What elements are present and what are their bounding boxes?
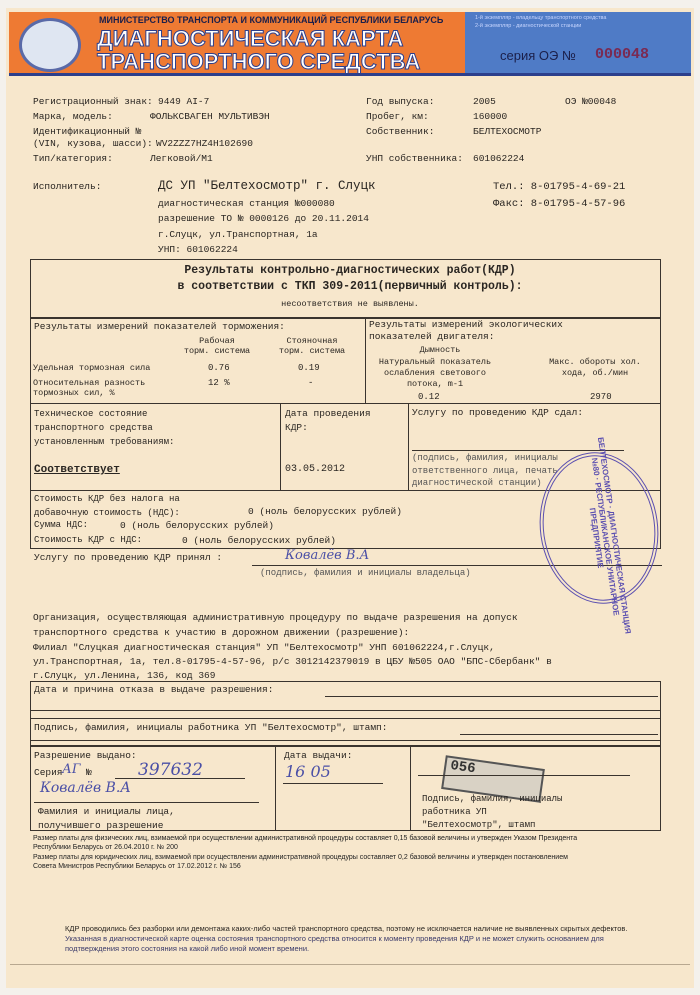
copy-note-1: 1-й экземпляр - владельцу транспортного средства bbox=[475, 15, 607, 21]
recipient-signature: Ковалёв В.А bbox=[40, 780, 131, 796]
cost-label: Стоимость КДР без налога на добавочную стоимость (НДС): bbox=[34, 494, 180, 518]
permit-series-value: АГ bbox=[62, 762, 81, 777]
eco-title: Результаты измерений экологических bbox=[369, 319, 563, 330]
series-label: серия ОЭ № bbox=[500, 48, 576, 63]
type-label: Тип/категория: bbox=[33, 153, 113, 164]
executor-station: диагностическая станция №000080 bbox=[158, 198, 335, 209]
results-note: несоответствия не выявлены. bbox=[281, 299, 419, 309]
refusal-label: Дата и причина отказа в выдаче разрешения: bbox=[34, 684, 274, 695]
issue-date-label: Дата выдачи: bbox=[284, 750, 353, 761]
braking-row-difference: Относительная разность тормозных сил, % bbox=[33, 378, 146, 398]
worker-sign-caption: Подпись, фамилия, инициалы работника УП "Белтехосмотр", штамп bbox=[422, 794, 563, 830]
reg-value: 9449 AI-7 bbox=[158, 96, 210, 107]
worker-stamp: 056 bbox=[441, 755, 545, 803]
total-value: 0 (ноль белорусских рублей) bbox=[182, 535, 336, 546]
year-value: 2005 bbox=[473, 96, 496, 107]
braking-parking-value: 0.19 bbox=[298, 363, 320, 373]
footnote-individuals: Размер платы для физических лиц, взимаемой при осуществлении административной процедуры составляет 0,15 базовой величины и утвержден Указом Президента Республики Беларусь от 26.04.2010 г. № 200 bbox=[33, 835, 578, 851]
header-banner bbox=[9, 12, 465, 76]
permit-series-label: Серия bbox=[34, 767, 63, 778]
reg-label: Регистрационный знак: bbox=[33, 96, 153, 107]
mileage-label: Пробег, км: bbox=[366, 111, 429, 122]
accepted-label: Услугу по проведению КДР принял : bbox=[34, 552, 223, 563]
owner-unp-label: УНП собственника: bbox=[366, 153, 463, 164]
eco-opacity-value: 0.12 bbox=[418, 392, 440, 402]
vin-label: Идентификационный № bbox=[33, 126, 142, 137]
copy-note-2: 2-й экземпляр - диагностической станции bbox=[475, 23, 582, 29]
org-line-5: г.Слуцк, ул.Ленина, 136, код 369 bbox=[33, 670, 216, 681]
braking-row-specific-force: Удельная тормозная сила bbox=[33, 363, 151, 373]
emblem-logo bbox=[19, 18, 81, 72]
vat-label: Сумма НДС: bbox=[34, 520, 89, 530]
braking-service-value: 0.76 bbox=[208, 363, 230, 373]
owner-label: Собственник: bbox=[366, 126, 435, 137]
series-number: 000048 bbox=[595, 46, 650, 63]
vat-value: 0 (ноль белорусских рублей) bbox=[120, 520, 274, 531]
state-value: Соответствует bbox=[34, 464, 120, 476]
issue-date-value: 16 05 bbox=[285, 762, 331, 781]
results-title: Результаты контрольно-диагностических работ(КДР) bbox=[184, 264, 516, 277]
executor-phone: Тел.: 8-01795-4-69-21 bbox=[493, 181, 626, 193]
accepted-caption: (подпись, фамилия и инициалы владельца) bbox=[260, 568, 471, 578]
executor-name: ДС УП "Белтехосмотр" г. Слуцк bbox=[158, 179, 376, 193]
braking-difference-value: 12 % bbox=[208, 378, 230, 388]
refusal-sign-label: Подпись, фамилия, инициалы работника УП "Белтехосмотр", штамп: bbox=[34, 722, 388, 733]
permit-number-value: 397632 bbox=[138, 760, 203, 780]
kdr-date-label: Дата проведения КДР: bbox=[285, 408, 371, 433]
make-label: Марка, модель: bbox=[33, 111, 113, 122]
type-value: Легковой/M1 bbox=[150, 153, 213, 164]
braking-col-service: Рабочая торм. система bbox=[183, 336, 251, 356]
state-label: Техническое состояние транспортного средства установленным требованиям: bbox=[34, 409, 175, 447]
title-line-2: ТРАНСПОРТНОГО СРЕДСТВА bbox=[97, 49, 421, 74]
oe-number: ОЭ №00048 bbox=[565, 96, 617, 107]
executor-permit: разрешение ТО № 0000126 до 20.11.2014 bbox=[158, 213, 369, 224]
permit-number-label: № bbox=[86, 767, 92, 778]
owner-signature: Ковалёв В.А bbox=[285, 548, 370, 563]
braking-difference-parking: - bbox=[308, 378, 314, 388]
series-panel bbox=[465, 12, 691, 76]
braking-col-parking: Стояночная торм. система bbox=[278, 336, 346, 356]
permit-issued-label: Разрешение выдано: bbox=[34, 750, 137, 761]
eco-rpm-value: 2970 bbox=[590, 392, 612, 402]
braking-title: Результаты измерений показателей торможения: bbox=[34, 321, 285, 332]
vin-value: WV2ZZZ7HZ4H102690 bbox=[156, 138, 253, 149]
executor-label: Исполнитель: bbox=[33, 181, 102, 192]
eco-title-2: показателей двигателя: bbox=[369, 331, 495, 342]
org-line-3: Филиал "Слуцкая диагностическая станция" УП "Белтехосмотр" УНП 601062224,г.Слуцк, bbox=[33, 642, 495, 653]
results-subtitle: в соответствии с ТКП 309-2011(первичный контроль): bbox=[177, 280, 523, 293]
owner-unp-value: 601062224 bbox=[473, 153, 525, 164]
eco-smoke-label: Дымность bbox=[419, 345, 461, 355]
executor-address: г.Слуцк, ул.Транспортная, 1а bbox=[158, 229, 318, 240]
eco-col-opacity: Натуральный показатель ослабления светового потока, m-1 bbox=[378, 357, 492, 389]
total-label: Стоимость КДР с НДС: bbox=[34, 535, 143, 545]
disclaimer: КДР проводились без разборки или демонтажа каких-либо частей транспортного средства, поэтому не исключается наличие не выявленных скрытых дефектов. Указанная в диагностической карте оценка состояния транспортного средства относится к моменту проведения КДР и не может служить основанием для подтверждения этого состояния на какой либо иной момент времени. bbox=[65, 924, 628, 953]
handed-over-label: Услугу по проведению КДР сдал: bbox=[412, 407, 584, 418]
recipient-caption: Фамилия и инициалы лица, получившего разрешение bbox=[38, 806, 175, 831]
org-line-4: ул.Транспортная, 1а, тел.8-01795-4-57-96, р/с 3012142379019 в ЦБУ №505 ОАО "БПС-Сбербанк" в bbox=[33, 656, 552, 667]
year-label: Год выпуска: bbox=[366, 96, 435, 107]
mileage-value: 160000 bbox=[473, 111, 508, 122]
kdr-date-value: 03.05.2012 bbox=[285, 464, 346, 475]
footnote-legal-entities: Размер платы для юридических лиц, взимаемой при осуществлении административной процедуры составляет 0,2 базовой величины и утвержден постановлением Совета Министров Республики Беларусь от 17.02.2012 г. № 156 bbox=[33, 854, 568, 870]
org-line-1: Организация, осуществляющая административную процедуру по выдаче разрешения на допуск bbox=[33, 612, 518, 623]
eco-col-rpm: Макс. обороты хол. хода, об./мин bbox=[549, 357, 641, 378]
executor-unp: УНП: 601062224 bbox=[158, 244, 238, 255]
title-line-1: ДИАГНОСТИЧЕСКАЯ КАРТА bbox=[97, 26, 404, 51]
make-value: ФОЛЬКСВАГЕН МУЛЬТИВЭН bbox=[150, 111, 270, 122]
stamp-text: БЕЛТЕХОСМОТР · ДИАГНОСТИЧЕСКАЯ СТАНЦИЯ №80 · РЕСПУБЛИКАНСКОЕ УНИТАРНОЕ ПРЕДПРИЯТИЕ bbox=[587, 436, 633, 635]
executor-fax: Факс: 8-01795-4-57-96 bbox=[493, 198, 626, 210]
vin-label-2: (VIN, кузова, шасси): bbox=[33, 138, 153, 149]
ministry-label: МИНИСТЕРСТВО ТРАНСПОРТА И КОММУНИКАЦИЙ РЕСПУБЛИКИ БЕЛАРУСЬ bbox=[99, 15, 444, 25]
owner-value: БЕЛТЕХОСМОТР bbox=[473, 126, 542, 137]
cost-value: 0 (ноль белорусских рублей) bbox=[248, 506, 402, 517]
handed-over-caption: (подпись, фамилия, инициалы ответственного лица, печать диагностической станции) bbox=[412, 453, 558, 488]
org-line-2: транспортного средства к участию в дорожном движении (разрешение): bbox=[33, 627, 410, 638]
